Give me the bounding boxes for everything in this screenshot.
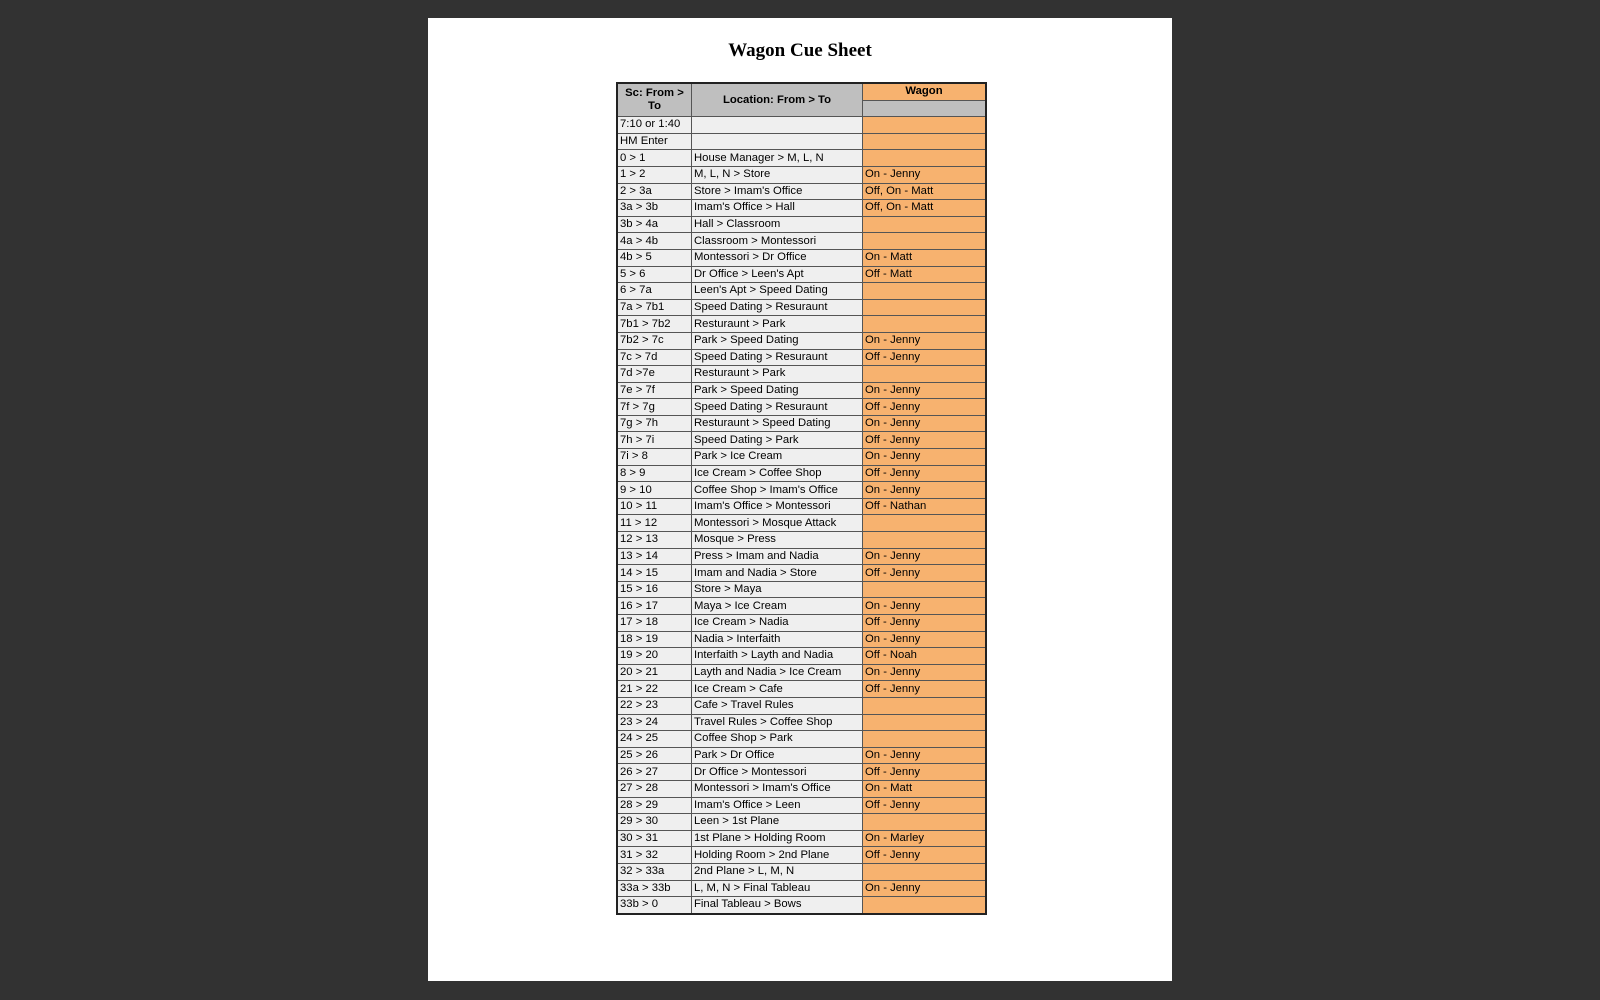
cell-wagon: On - Jenny [863, 166, 987, 183]
cell-wagon [863, 697, 987, 714]
cell-location: Imam's Office > Leen [692, 797, 863, 814]
cell-scene: 14 > 15 [617, 565, 692, 582]
cell-scene: 7b1 > 7b2 [617, 316, 692, 333]
table-row [617, 731, 986, 748]
cell-wagon: On - Jenny [863, 548, 987, 565]
cell-scene: 7b2 > 7c [617, 332, 692, 349]
cell-scene: 7a > 7b1 [617, 299, 692, 316]
cell-scene: 18 > 19 [617, 631, 692, 648]
table-row [617, 216, 986, 233]
cell-wagon: On - Matt [863, 249, 987, 266]
cell-scene: 15 > 16 [617, 581, 692, 598]
table-row [617, 880, 986, 897]
table-row [617, 565, 986, 582]
header-location: Location: From > To [692, 83, 863, 117]
cell-location: Ice Cream > Cafe [692, 681, 863, 698]
cell-location: Resturaunt > Park [692, 366, 863, 383]
cell-scene: 22 > 23 [617, 697, 692, 714]
table-row [617, 283, 986, 300]
cell-scene: 28 > 29 [617, 797, 692, 814]
cell-location: Speed Dating > Resuraunt [692, 299, 863, 316]
table-row [617, 399, 986, 416]
cell-location: Park > Speed Dating [692, 382, 863, 399]
cell-location [692, 117, 863, 134]
cell-wagon: Off - Jenny [863, 681, 987, 698]
cell-wagon [863, 731, 987, 748]
cell-wagon: Off, On - Matt [863, 200, 987, 217]
cell-scene: 5 > 6 [617, 266, 692, 283]
cell-wagon [863, 863, 987, 880]
cell-wagon: Off - Noah [863, 648, 987, 665]
cell-wagon [863, 233, 987, 250]
cell-wagon: On - Matt [863, 780, 987, 797]
cell-scene: 3b > 4a [617, 216, 692, 233]
cell-wagon: Off - Matt [863, 266, 987, 283]
cell-wagon: On - Jenny [863, 332, 987, 349]
cell-scene: 12 > 13 [617, 532, 692, 549]
cell-location: Layth and Nadia > Ice Cream [692, 664, 863, 681]
cell-location: Dr Office > Leen's Apt [692, 266, 863, 283]
cell-scene: 20 > 21 [617, 664, 692, 681]
cell-location: 1st Plane > Holding Room [692, 830, 863, 847]
cell-wagon [863, 117, 987, 134]
table-row [617, 133, 986, 150]
table-row [617, 200, 986, 217]
cell-wagon: Off - Jenny [863, 615, 987, 632]
cell-wagon: Off - Jenny [863, 349, 987, 366]
table-row [617, 183, 986, 200]
cell-scene: 7c > 7d [617, 349, 692, 366]
cell-location: House Manager > M, L, N [692, 150, 863, 167]
table-row [617, 249, 986, 266]
table-row [617, 764, 986, 781]
cell-scene: 21 > 22 [617, 681, 692, 698]
cell-wagon: Off - Nathan [863, 498, 987, 515]
cell-location: 2nd Plane > L, M, N [692, 863, 863, 880]
cell-scene: 11 > 12 [617, 515, 692, 532]
cell-scene: 8 > 9 [617, 465, 692, 482]
table-row [617, 465, 986, 482]
cell-location: Hall > Classroom [692, 216, 863, 233]
cell-wagon: On - Jenny [863, 664, 987, 681]
table-row [617, 681, 986, 698]
table-row [617, 498, 986, 515]
cell-location: Final Tableau > Bows [692, 897, 863, 914]
table-row [617, 382, 986, 399]
table-row [617, 150, 986, 167]
table-row [617, 847, 986, 864]
page-title: Wagon Cue Sheet [728, 40, 872, 61]
cell-location: Montessori > Mosque Attack [692, 515, 863, 532]
table-row [617, 615, 986, 632]
table-row [617, 830, 986, 847]
cell-wagon: Off - Jenny [863, 399, 987, 416]
cell-scene: 26 > 27 [617, 764, 692, 781]
cell-wagon [863, 581, 987, 598]
table-row [617, 581, 986, 598]
cell-location: Resturaunt > Speed Dating [692, 415, 863, 432]
cell-location: Speed Dating > Resuraunt [692, 349, 863, 366]
cell-location: Montessori > Dr Office [692, 249, 863, 266]
cell-location: Press > Imam and Nadia [692, 548, 863, 565]
table-row [617, 366, 986, 383]
table-row [617, 432, 986, 449]
cell-scene: 25 > 26 [617, 747, 692, 764]
cell-location: Ice Cream > Nadia [692, 615, 863, 632]
cell-scene: 7d >7e [617, 366, 692, 383]
cell-location: Dr Office > Montessori [692, 764, 863, 781]
cell-scene: 3a > 3b [617, 200, 692, 217]
cell-wagon: On - Marley [863, 830, 987, 847]
table-row [617, 482, 986, 499]
cell-location: Park > Dr Office [692, 747, 863, 764]
cell-wagon: On - Jenny [863, 482, 987, 499]
table-row [617, 548, 986, 565]
cell-scene: 33a > 33b [617, 880, 692, 897]
table-row [617, 697, 986, 714]
cell-wagon [863, 532, 987, 549]
cell-location: Coffee Shop > Park [692, 731, 863, 748]
cell-scene: 24 > 25 [617, 731, 692, 748]
cell-scene: 4a > 4b [617, 233, 692, 250]
table-row [617, 316, 986, 333]
cell-location: M, L, N > Store [692, 166, 863, 183]
cell-wagon [863, 133, 987, 150]
cell-location: Imam and Nadia > Store [692, 565, 863, 582]
cell-wagon [863, 216, 987, 233]
table-row [617, 349, 986, 366]
cell-location: Park > Ice Cream [692, 449, 863, 466]
cell-wagon [863, 316, 987, 333]
cell-wagon: Off - Jenny [863, 565, 987, 582]
cell-scene: 7g > 7h [617, 415, 692, 432]
table-row [617, 664, 986, 681]
cell-scene: 32 > 33a [617, 863, 692, 880]
cell-location: Cafe > Travel Rules [692, 697, 863, 714]
cell-wagon [863, 366, 987, 383]
cell-scene: 2 > 3a [617, 183, 692, 200]
table-row [617, 648, 986, 665]
cell-scene: 10 > 11 [617, 498, 692, 515]
cell-scene: 4b > 5 [617, 249, 692, 266]
cell-location: Park > Speed Dating [692, 332, 863, 349]
cell-wagon: Off - Jenny [863, 764, 987, 781]
cell-wagon [863, 814, 987, 831]
header-wagon-sub [863, 100, 987, 117]
cell-scene: 7h > 7i [617, 432, 692, 449]
cell-wagon: Off - Jenny [863, 847, 987, 864]
table-row [617, 598, 986, 615]
cell-location: Mosque > Press [692, 532, 863, 549]
table-row [617, 714, 986, 731]
cell-scene: 7f > 7g [617, 399, 692, 416]
cue-table [616, 82, 987, 915]
cell-location: Ice Cream > Coffee Shop [692, 465, 863, 482]
cell-location: Montessori > Imam's Office [692, 780, 863, 797]
table-row [617, 747, 986, 764]
document-page [428, 18, 1172, 981]
cell-location: Leen > 1st Plane [692, 814, 863, 831]
cell-scene: 30 > 31 [617, 830, 692, 847]
cell-scene: 9 > 10 [617, 482, 692, 499]
cell-scene: 29 > 30 [617, 814, 692, 831]
cell-scene: 16 > 17 [617, 598, 692, 615]
cue-rows [617, 117, 986, 914]
cell-location: Interfaith > Layth and Nadia [692, 648, 863, 665]
cell-scene: 0 > 1 [617, 150, 692, 167]
table-row [617, 797, 986, 814]
cell-scene: 7e > 7f [617, 382, 692, 399]
cell-scene: 27 > 28 [617, 780, 692, 797]
cell-location: Nadia > Interfaith [692, 631, 863, 648]
cell-location: Imam's Office > Montessori [692, 498, 863, 515]
cell-location: Resturaunt > Park [692, 316, 863, 333]
cell-wagon [863, 714, 987, 731]
cell-wagon: Off, On - Matt [863, 183, 987, 200]
table-row [617, 299, 986, 316]
table-row [617, 166, 986, 183]
cell-wagon: On - Jenny [863, 880, 987, 897]
cell-location: Speed Dating > Park [692, 432, 863, 449]
table-row [617, 897, 986, 914]
table-row [617, 515, 986, 532]
table-row [617, 332, 986, 349]
table-row [617, 449, 986, 466]
table-row [617, 631, 986, 648]
cell-wagon [863, 897, 987, 914]
cell-wagon: Off - Jenny [863, 797, 987, 814]
cell-wagon: On - Jenny [863, 747, 987, 764]
cell-wagon: On - Jenny [863, 415, 987, 432]
cell-location: Leen's Apt > Speed Dating [692, 283, 863, 300]
cell-location: Maya > Ice Cream [692, 598, 863, 615]
cell-wagon: On - Jenny [863, 631, 987, 648]
table-row [617, 233, 986, 250]
cell-scene: 6 > 7a [617, 283, 692, 300]
cell-location: Holding Room > 2nd Plane [692, 847, 863, 864]
cell-scene: 23 > 24 [617, 714, 692, 731]
cell-location: Store > Maya [692, 581, 863, 598]
cell-scene: 19 > 20 [617, 648, 692, 665]
cell-location: L, M, N > Final Tableau [692, 880, 863, 897]
table-row [617, 117, 986, 134]
cell-location [692, 133, 863, 150]
table-row [617, 415, 986, 432]
cell-wagon: Off - Jenny [863, 465, 987, 482]
cell-location: Coffee Shop > Imam's Office [692, 482, 863, 499]
cell-wagon [863, 150, 987, 167]
table-row [617, 814, 986, 831]
cell-location: Store > Imam's Office [692, 183, 863, 200]
cell-wagon [863, 299, 987, 316]
cell-scene: 17 > 18 [617, 615, 692, 632]
cell-wagon: On - Jenny [863, 449, 987, 466]
table-row [617, 532, 986, 549]
cell-location: Imam's Office > Hall [692, 200, 863, 217]
cell-wagon: On - Jenny [863, 382, 987, 399]
cell-location: Speed Dating > Resuraunt [692, 399, 863, 416]
cell-wagon: On - Jenny [863, 598, 987, 615]
cell-wagon [863, 283, 987, 300]
cell-location: Classroom > Montessori [692, 233, 863, 250]
table-row [617, 863, 986, 880]
table-row [617, 780, 986, 797]
cell-scene: 33b > 0 [617, 897, 692, 914]
cell-scene: 13 > 14 [617, 548, 692, 565]
header-scene: Sc: From > To [617, 83, 692, 117]
cell-wagon [863, 515, 987, 532]
cell-wagon: Off - Jenny [863, 432, 987, 449]
cell-location: Travel Rules > Coffee Shop [692, 714, 863, 731]
header-wagon: Wagon [863, 83, 987, 100]
cell-scene: 31 > 32 [617, 847, 692, 864]
table-row [617, 266, 986, 283]
cell-scene: HM Enter [617, 133, 692, 150]
cell-scene: 7i > 8 [617, 449, 692, 466]
cell-scene: 7:10 or 1:40 [617, 117, 692, 134]
cell-scene: 1 > 2 [617, 166, 692, 183]
